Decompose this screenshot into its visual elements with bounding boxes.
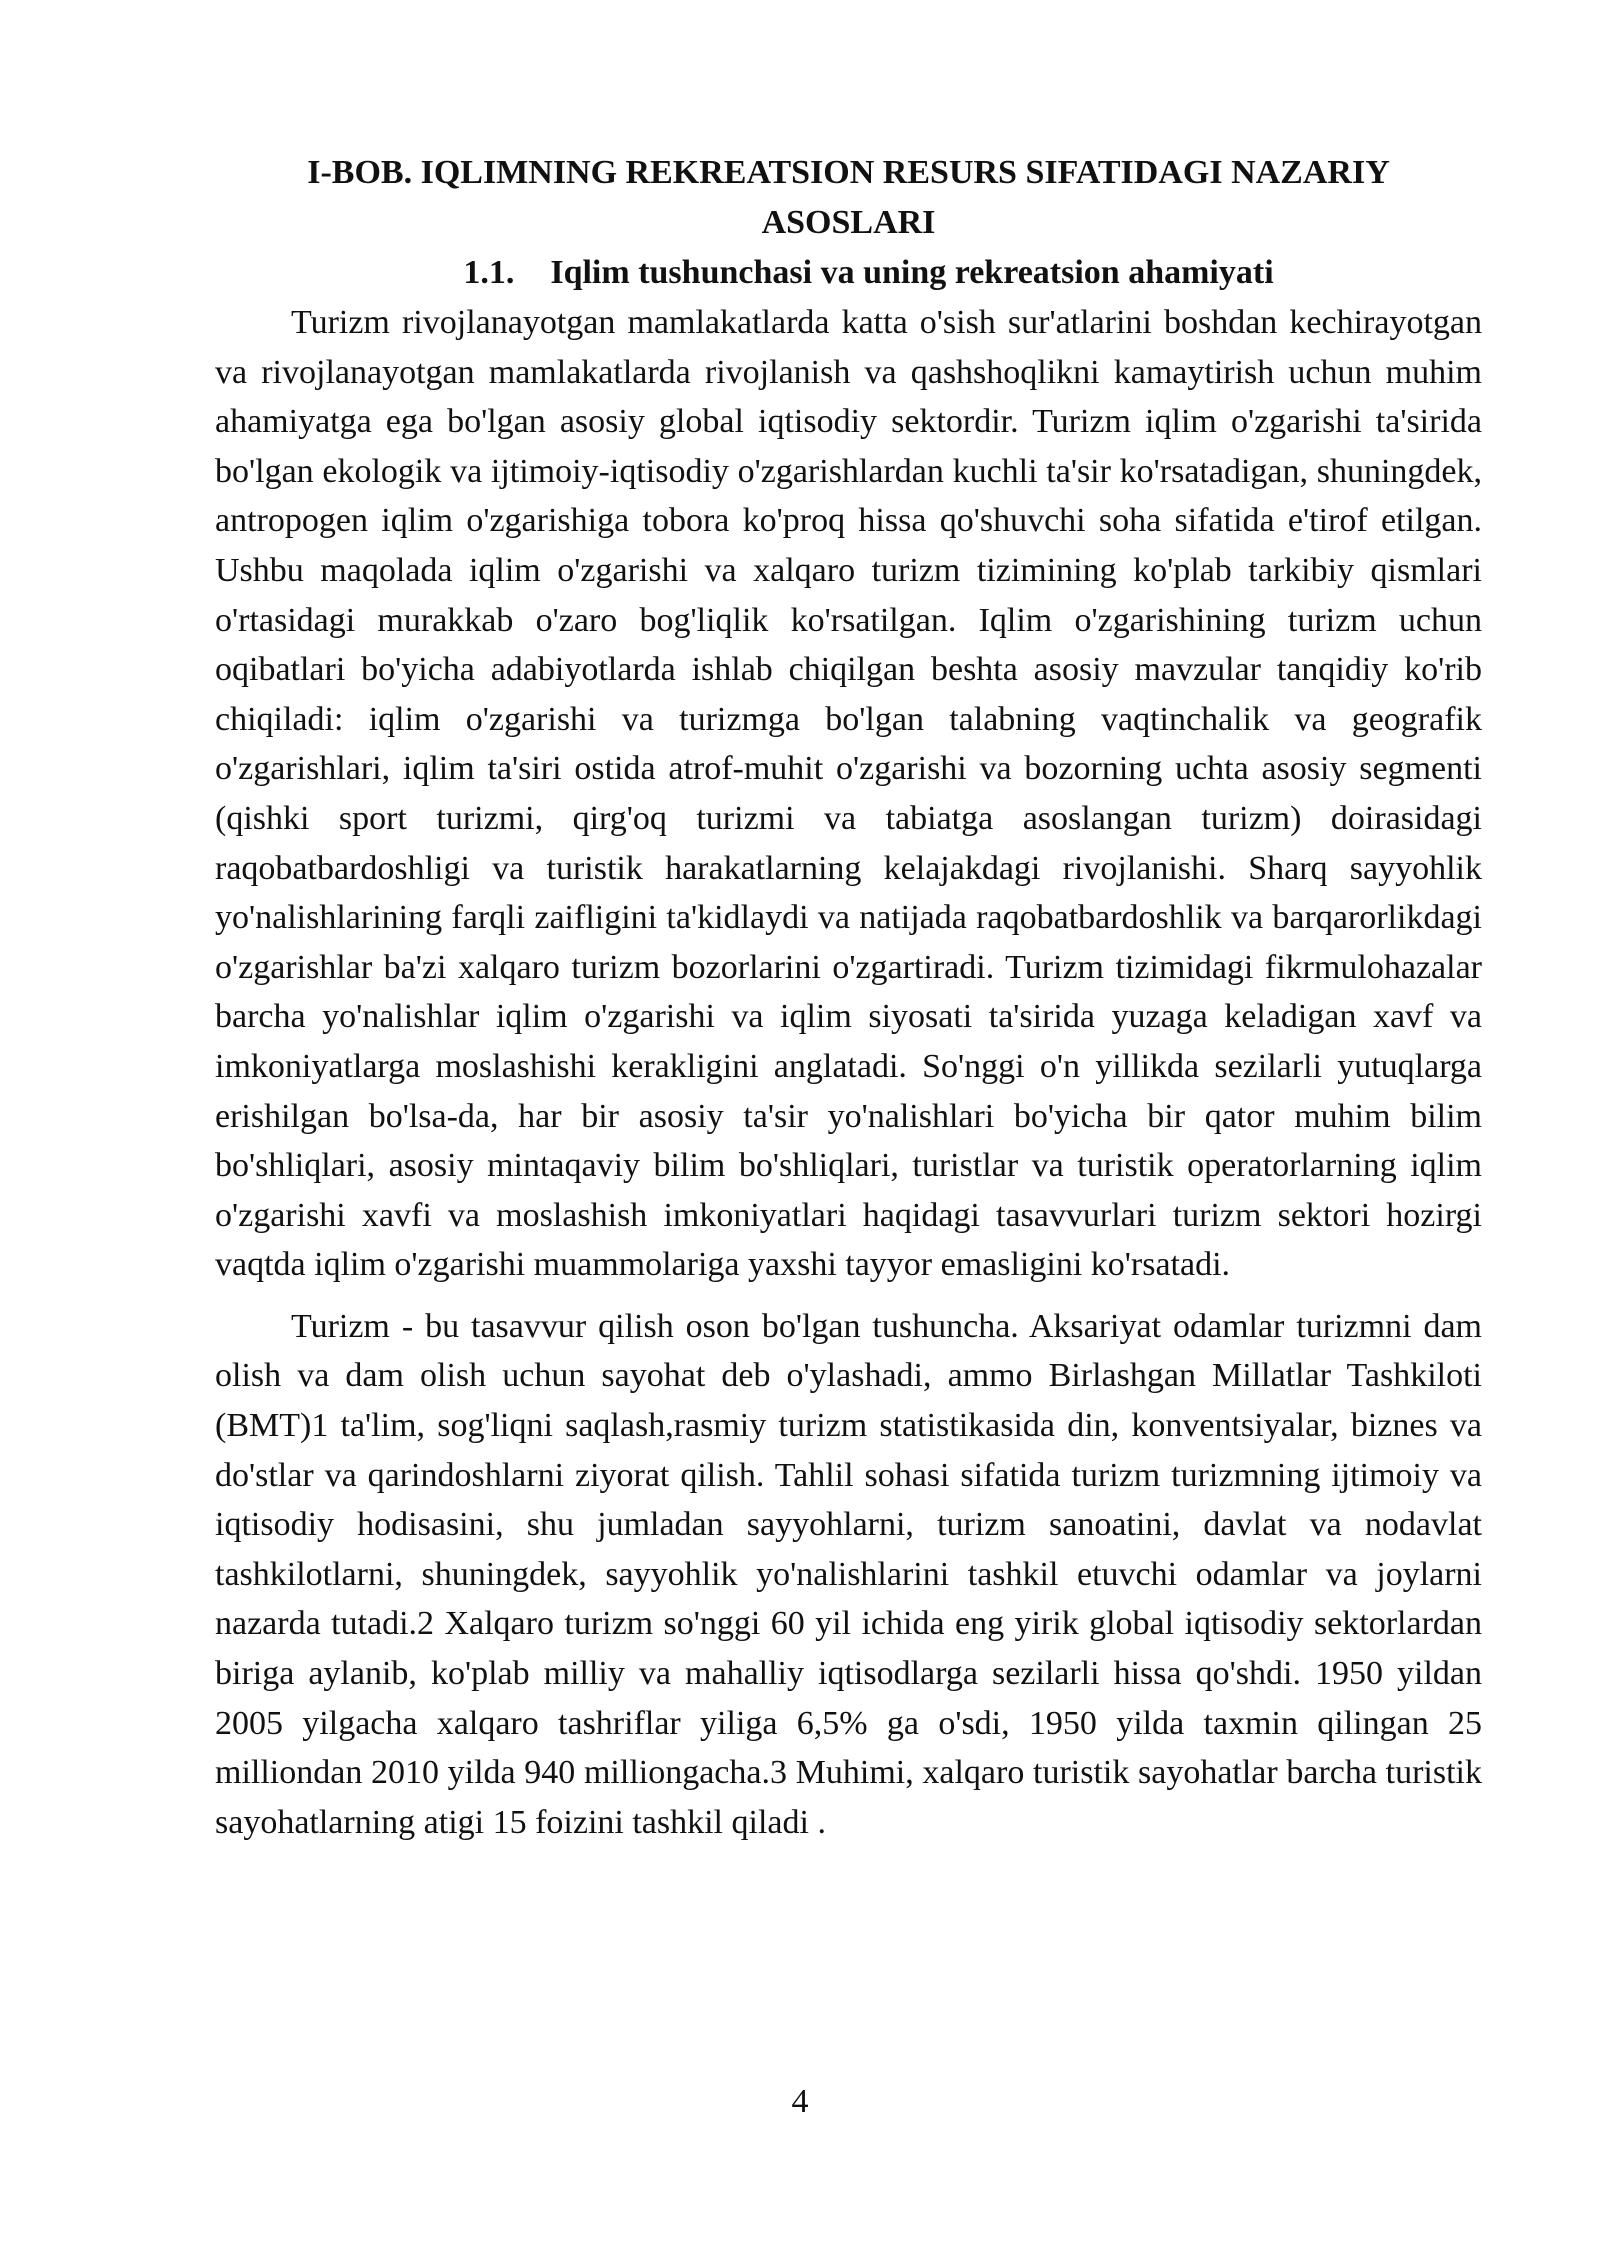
section-title: Iqlim tushunchasi va uning rekreatsion ahamiyati: [550, 254, 1274, 291]
body-paragraph-2: Turizm - bu tasavvur qilish oson bo'lgan tushuncha. Aksariyat odamlar turizmni dam olish va dam olish uchun sayohat deb o'ylashadi, ammo Birlashgan Millatlar Tashkiloti (BMT)1 ta'lim, sog'liqni saqlash,rasmiy turizm statistikasida din, konventsiyalar, biznes va do'stlar va qarindoshlarni ziyorat qilish. Tahlil sohasi sifatida turizm turizmning ijtimoiy va iqtisodiy hodisasini, shu jumladan sayyohlarni, turizm sanoatini, davlat va nodavlat tashkilotlarni, shuningdek, sayyohlik yo'nalishlarini tashkil etuvchi odamlar va joylarni nazarda tutadi.2 Xalqaro turizm so'nggi 60 yil ichida eng yirik global iqtisodiy sektorlardan biriga aylanib, ko'plab milliy va mahalliy iqtisodlarga sezilarli hissa qo'shdi. 1950 yildan 2005 yilgacha xalqaro tashriflar yiligа 6,5% ga o'sdi, 1950 yilda taxmin qilingan 25 milliondan 2010 yilda 940 milliongacha.3 Muhimi, xalqaro turistik sayohatlar barcha turistik sayohatlarning atigi 15 foizini tashkil qiladi .: [215, 1307, 1482, 1841]
body-paragraph-1: Turizm rivojlanayotgan mamlakatlarda katta o'sish sur'atlarini boshdan kechirayotgan va rivojlanayotgan mamlakatlarda rivojlanish va qashshoqlikni kamaytirish uchun muhim ahamiyatga ega bo'lgan asosiy global iqtisodiy sektordir. Turizm iqlim o'zgarishi ta'sirida bo'lgan ekologik va ijtimoiy-iqtisodiy o'zgarishlardan kuchli ta'sir ko'rsatadigan, shuningdek, antropogen iqlim o'zgarishiga tobora ko'proq hissa qo'shuvchi soha sifatida e'tirof etilgan. Ushbu maqolada iqlim o'zgarishi va xalqaro turizm tizimining ko'plab tarkibiy qismlari o'rtasidagi murakkab o'zaro bog'liqlik ko'rsatilgan. Iqlim o'zgarishining turizm uchun oqibatlari bo'yicha adabiyotlarda ishlab chiqilgan beshta asosiy mavzular tanqidiy ko'rib chiqiladi: iqlim o'zgarishi va turizmga bo'lgan talabning vaqtinchalik va geografik o'zgarishlari, iqlim ta'siri ostida atrof-muhit o'zgarishi va bozorning uchta asosiy segmenti (qishki sport turizmi, qirg'oq turizmi va tabiatga asoslangan turizm) doirasidagi raqobatbardoshligi va turistik harakatlarning kelajakdagi rivojlanishi. Sharq sayyohlik yo'nalishlarining farqli zaifligini ta'kidlaydi va natijada raqobatbardoshlik va barqarorlikdagi o'zgarishlar ba'zi xalqaro turizm bozorlarini o'zgartiradi. Turizm tizimidagi fikrmulohazalar barcha yo'nalishlar iqlim o'zgarishi va iqlim siyosati ta'sirida yuzaga keladigan xavf va imkoniyatlarga moslashishi kerakligini anglatadi. So'nggi o'n yillikda sezilarli yutuqlarga erishilgan bo'lsa-da, har bir asosiy ta'sir yo'nalishlari bo'yicha bir qator muhim bilim bo'shliqlari, asosiy mintaqaviy bilim bo'shliqlari, turistlar va turistik operatorlarning iqlim o'zgarishi xavfi va moslashish imkoniyatlari haqidagi tasavvurlari turizm sektori hozirgi vaqtda iqlim o'zgarishi muammolariga yaxshi tayyor emasligini ko'rsatadi.: [215, 304, 1482, 1284]
document-page: [215, 148, 1482, 1847]
page-number: 4: [791, 2083, 809, 2120]
chapter-title: I-BOB. IQLIMNING REKREATSION RESURS SIFATIDAGI NAZARIY ASOSLARI: [307, 154, 1390, 241]
section-heading: [215, 248, 1482, 298]
section-number: 1.1.: [463, 254, 515, 291]
